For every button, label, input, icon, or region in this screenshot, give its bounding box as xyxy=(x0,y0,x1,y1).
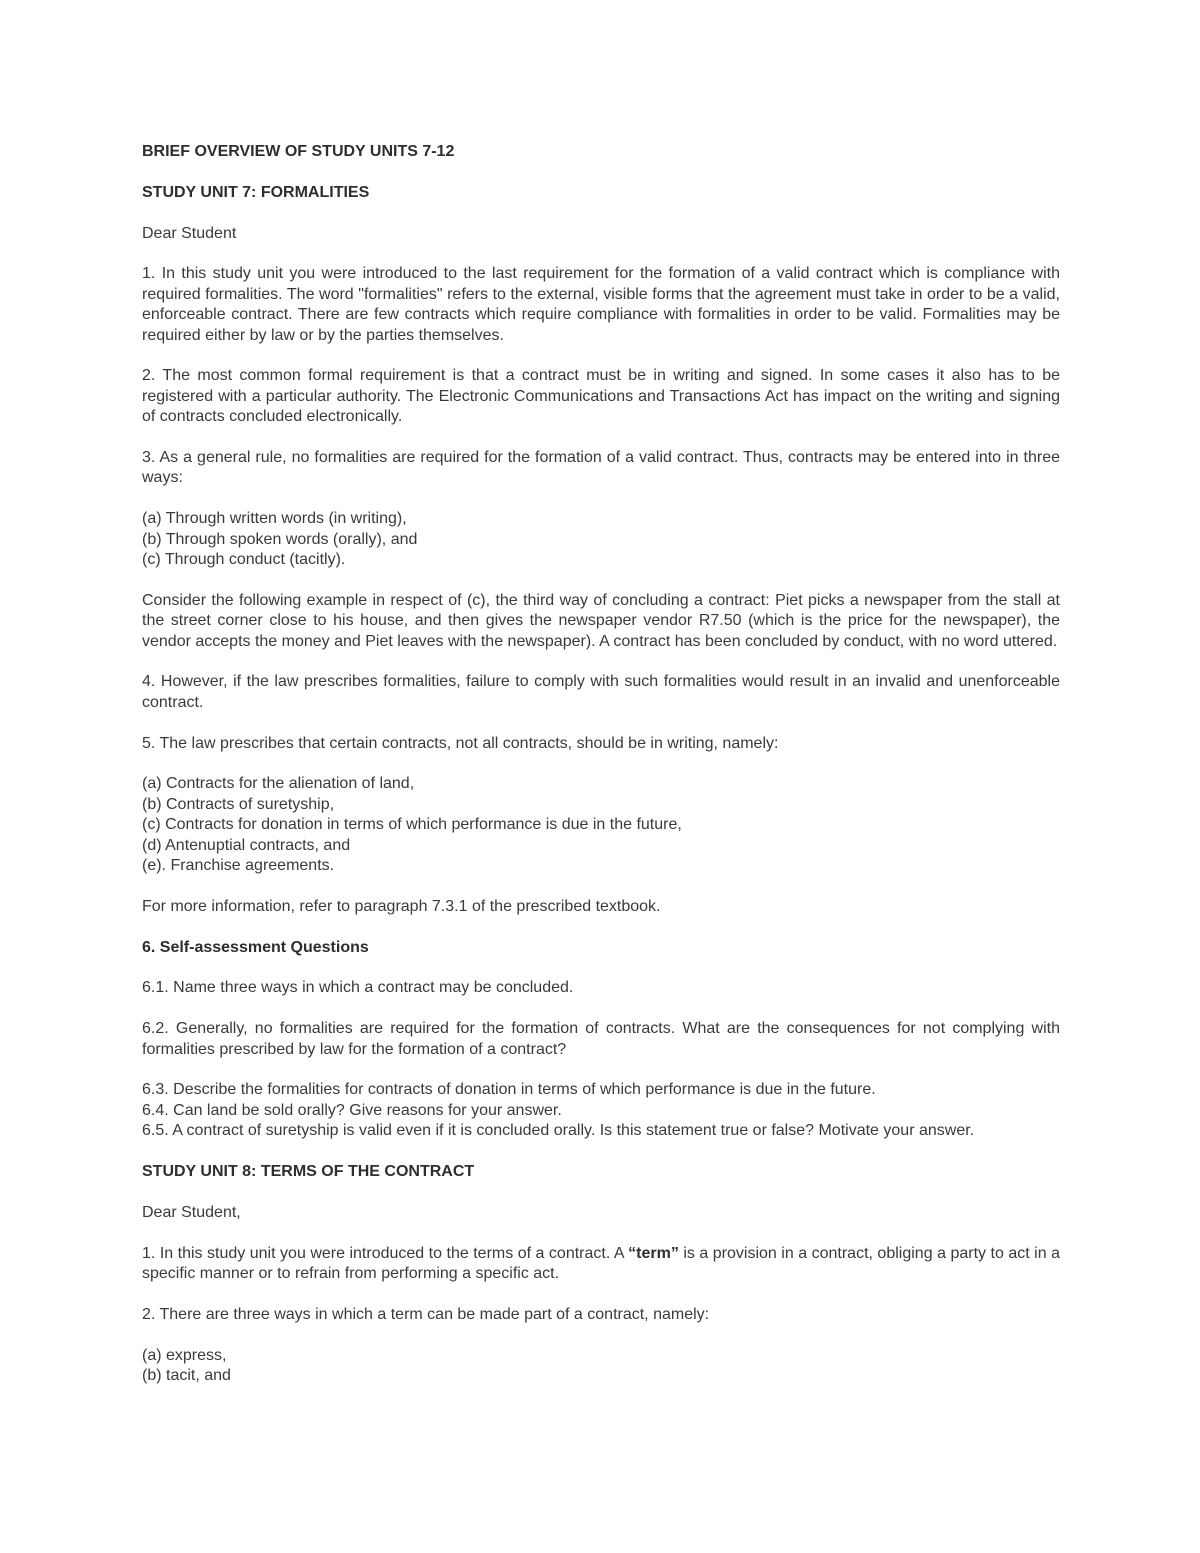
document-title: BRIEF OVERVIEW OF STUDY UNITS 7-12 xyxy=(142,143,455,160)
question-6-1: 6.1. Name three ways in which a contract may be concluded. xyxy=(142,979,574,997)
unit7-paragraph-5: 5. The law prescribes that certain contracts, not all contracts, should be in writing, namely: xyxy=(142,734,779,752)
unit8-greeting: Dear Student, xyxy=(142,1203,241,1221)
unit8-paragraph-2: 2. There are three ways in which a term can be made part of a contract, namely: xyxy=(142,1305,710,1323)
list-item: (d) Antenuptial contracts, and xyxy=(142,836,351,854)
unit8-p1-end: is a provision in a contract, obliging a party to act in a specific manner or to refrain from performing a specific act. xyxy=(142,1244,1061,1283)
term-emphasis: “term” xyxy=(628,1244,679,1262)
unit7-writing-list xyxy=(142,774,1060,876)
unit7-ways-list xyxy=(142,509,1060,570)
questions-6-3-to-6-5 xyxy=(142,1080,1060,1141)
unit7-paragraph-3: 3. As a general rule, no formalities are required for the formation of a valid contract. Thus, contracts may be entered into in three ways: xyxy=(142,449,1060,487)
list-item: (c) Through conduct (tacitly). xyxy=(142,551,346,569)
unit7-paragraph-4: 4. However, if the law prescribes formalities, failure to comply with such formalities would result in an invalid and unenforceable contract. xyxy=(142,673,1060,711)
self-assessment-heading: 6. Self-assessment Questions xyxy=(142,938,369,956)
question-6-4: 6.4. Can land be sold orally? Give reasons for your answer. xyxy=(142,1101,562,1119)
document-page xyxy=(142,142,1060,1407)
list-item: (a) Through written words (in writing), xyxy=(142,510,407,528)
list-item: (b) Contracts of suretyship, xyxy=(142,795,335,813)
unit8-p1-start: 1. In this study unit you were introduced to the terms of a contract. A xyxy=(142,1244,629,1262)
list-item: (b) tacit, and xyxy=(142,1367,231,1385)
question-6-2: 6.2. Generally, no formalities are required for the formation of contracts. What are the consequences for not complying with formalities prescribed by law for the formation of a contract? xyxy=(142,1020,1060,1058)
question-6-5: 6.5. A contract of suretyship is valid even if it is concluded orally. Is this statement true or false? Motivate your answer. xyxy=(142,1122,975,1140)
unit8-ways-list xyxy=(142,1346,1060,1387)
list-item: (b) Through spoken words (orally), and xyxy=(142,530,418,548)
unit8-paragraph-1 xyxy=(142,1244,1060,1285)
list-item: (a) Contracts for the alienation of land, xyxy=(142,775,415,793)
question-6-3: 6.3. Describe the formalities for contracts of donation in terms of which performance is due in the future. xyxy=(142,1081,876,1099)
unit7-paragraph-1: 1. In this study unit you were introduced to the last requirement for the formation of a valid contract which is compliance with required formalities. The word "formalities" refers to the external, visible forms that the agreement must take in order to be a valid, enforceable contract. There are few contracts which require compliance with formalities in order to be valid. Formalities may be required either by law or by the parties themselves. xyxy=(142,265,1060,344)
unit8-heading: STUDY UNIT 8: TERMS OF THE CONTRACT xyxy=(142,1163,475,1181)
unit7-heading: STUDY UNIT 7: FORMALITIES xyxy=(142,183,370,201)
list-item: (e). Franchise agreements. xyxy=(142,857,335,875)
unit7-example-paragraph: Consider the following example in respect of (c), the third way of concluding a contract: Piet picks a newspaper from the stall at the street corner close to his house, and then gives the newspaper vendor R7.50 (which is the price for the newspaper), the vendor accepts the money and Piet leaves with the newspaper). A contract has been concluded by conduct, with no word uttered. xyxy=(142,591,1060,650)
unit7-more-info: For more information, refer to paragraph 7.3.1 of the prescribed textbook. xyxy=(142,897,661,915)
list-item: (c) Contracts for donation in terms of which performance is due in the future, xyxy=(142,816,682,834)
unit7-greeting: Dear Student xyxy=(142,224,237,242)
list-item: (a) express, xyxy=(142,1346,227,1364)
unit7-paragraph-2: 2. The most common formal requirement is that a contract must be in writing and signed. In some cases it also has to be registered with a particular authority. The Electronic Communications and Transactions Act has impact on the writing and signing of contracts concluded electronically. xyxy=(142,367,1060,426)
